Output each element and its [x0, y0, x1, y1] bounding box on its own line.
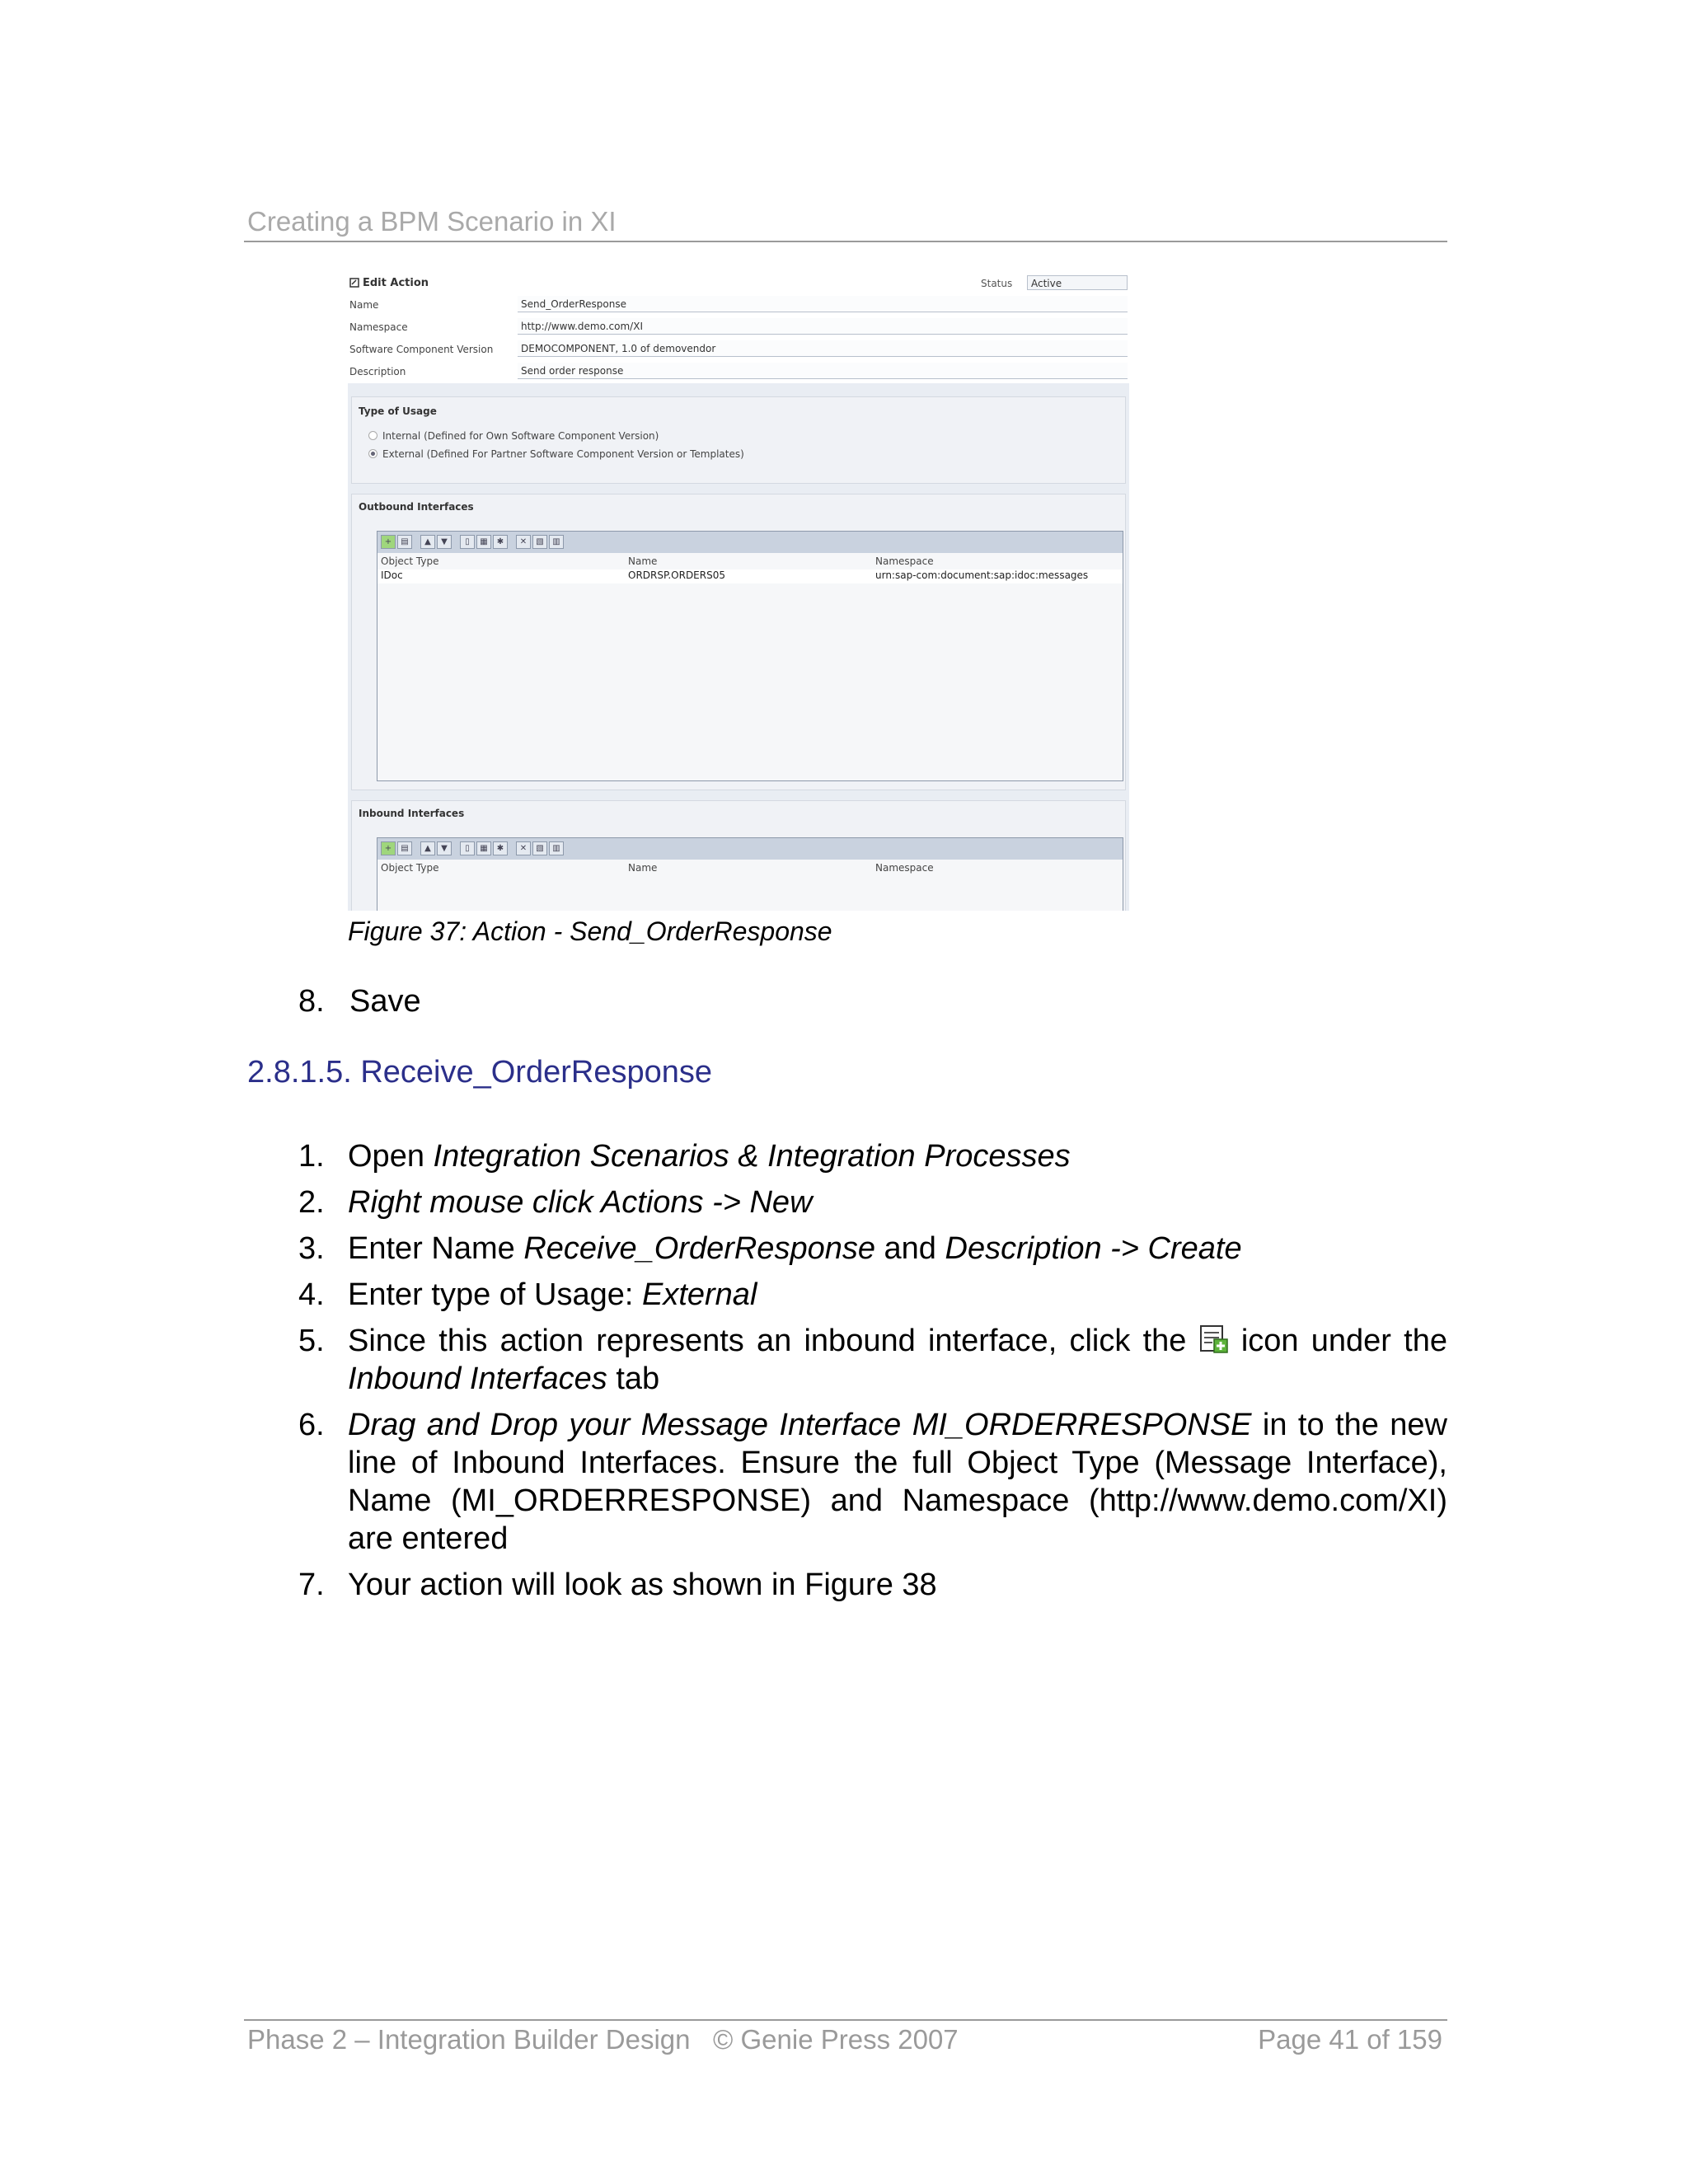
- edit-action-header: [348, 274, 1129, 383]
- move-down-icon[interactable]: ▼: [437, 841, 452, 855]
- copy-icon[interactable]: ▤: [397, 535, 412, 549]
- software-component-field[interactable]: DEMOCOMPONENT, 1.0 of demovendor: [518, 340, 1128, 357]
- software-component-label: Software Component Version: [349, 344, 494, 355]
- cut-icon[interactable]: ▧: [532, 841, 547, 855]
- insert-icon[interactable]: ▯: [460, 535, 475, 549]
- settings-icon[interactable]: ✱: [493, 535, 508, 549]
- name-field[interactable]: Send_OrderResponse: [518, 296, 1128, 312]
- outbound-cell-namespace: urn:sap-com:document:sap:idoc:messages: [875, 569, 1089, 581]
- status-label: Status: [981, 278, 1013, 289]
- outbound-interfaces-title: Outbound Interfaces: [359, 501, 474, 513]
- inbound-interfaces-title: Inbound Interfaces: [359, 808, 465, 819]
- step-text: Save: [349, 984, 421, 1019]
- outbound-toolbar: [377, 532, 1123, 553]
- name-label: Name: [349, 299, 379, 311]
- list-item: 6. Drag and Drop your Message Interface MI_ORDERRESPONSE in to the new line of Inbound Interfaces. Ensure the full Object Type (Message Interface), Name (MI_ORDERRESPONSE) and Namespace (http://www.demo.com/XI) are entered: [298, 1408, 1447, 1556]
- type-of-usage-panel: [351, 396, 1126, 484]
- list-item: 3. Enter Name Receive_OrderResponse and Description -> Create: [298, 1231, 1242, 1266]
- settings-icon[interactable]: ✱: [493, 841, 508, 855]
- list-item: 7. Your action will look as shown in Figure 38: [298, 1568, 937, 1602]
- steps-list: [298, 1137, 1447, 1612]
- clear-icon[interactable]: ▥: [549, 535, 564, 549]
- inbound-interfaces-table: [377, 837, 1123, 911]
- move-up-icon[interactable]: ▲: [420, 535, 435, 549]
- description-field[interactable]: Send order response: [518, 363, 1128, 379]
- description-label: Description: [349, 366, 406, 377]
- figure-screenshot: [348, 274, 1129, 911]
- list-item: 1. Open Integration Scenarios & Integration Processes: [298, 1139, 1071, 1174]
- clear-icon[interactable]: ▥: [549, 841, 564, 855]
- inbound-col-object-type: Object Type: [381, 862, 439, 874]
- footer-page-number: Page 41 of 159: [1258, 2024, 1442, 2055]
- copy-icon[interactable]: ▤: [397, 841, 412, 855]
- add-row-icon: [1199, 1324, 1229, 1354]
- list-item: 2. Right mouse click Actions -> New: [298, 1185, 813, 1220]
- inbound-col-name: Name: [628, 862, 658, 874]
- type-of-usage-title: Type of Usage: [359, 405, 437, 417]
- outbound-interfaces-panel: [351, 494, 1126, 790]
- delete-icon[interactable]: ✕: [516, 535, 531, 549]
- outbound-col-namespace: Namespace: [875, 555, 934, 567]
- page-header-title: Creating a BPM Scenario in XI: [247, 206, 617, 237]
- paste-icon[interactable]: ▦: [476, 535, 491, 549]
- section-heading: 2.8.1.5. Receive_OrderResponse: [247, 1055, 712, 1090]
- outbound-cell-name: ORDRSP.ORDERS05: [628, 569, 725, 581]
- namespace-label: Namespace: [349, 321, 408, 333]
- inbound-interfaces-panel: [351, 800, 1126, 911]
- usage-external-radio[interactable]: External (Defined For Partner Software Component Version or Templates): [368, 448, 744, 460]
- inbound-toolbar: [377, 838, 1123, 860]
- edit-action-icon: [349, 278, 359, 288]
- step-number: 8.: [298, 984, 325, 1019]
- status-field[interactable]: Active: [1027, 275, 1128, 290]
- list-item: 4. Enter type of Usage: External: [298, 1277, 757, 1312]
- inbound-col-namespace: Namespace: [875, 862, 934, 874]
- footer-divider: [244, 2019, 1447, 2021]
- usage-internal-radio[interactable]: Internal (Defined for Own Software Component Version): [368, 430, 659, 442]
- step-8: [298, 984, 421, 1019]
- move-down-icon[interactable]: ▼: [437, 535, 452, 549]
- header-divider: [244, 241, 1447, 242]
- move-up-icon[interactable]: ▲: [420, 841, 435, 855]
- delete-icon[interactable]: ✕: [516, 841, 531, 855]
- outbound-col-name: Name: [628, 555, 658, 567]
- outbound-interfaces-table: [377, 531, 1123, 781]
- list-item: 5. Since this action represents an inbound interface, click the icon under the Inbound Interfaces tab: [298, 1324, 1448, 1396]
- namespace-field[interactable]: http://www.demo.com/XI: [518, 318, 1128, 335]
- edit-action-title: Edit Action: [363, 277, 429, 289]
- paste-icon[interactable]: ▦: [476, 841, 491, 855]
- outbound-col-object-type: Object Type: [381, 555, 439, 567]
- cut-icon[interactable]: ▧: [532, 535, 547, 549]
- add-row-icon[interactable]: +: [381, 535, 396, 549]
- figure-caption: Figure 37: Action - Send_OrderResponse: [348, 916, 832, 946]
- outbound-cell-object-type: IDoc: [381, 569, 403, 581]
- insert-icon[interactable]: ▯: [460, 841, 475, 855]
- add-row-icon[interactable]: +: [381, 841, 396, 855]
- footer-left-text: Phase 2 – Integration Builder Design © Genie Press 2007: [247, 2024, 959, 2055]
